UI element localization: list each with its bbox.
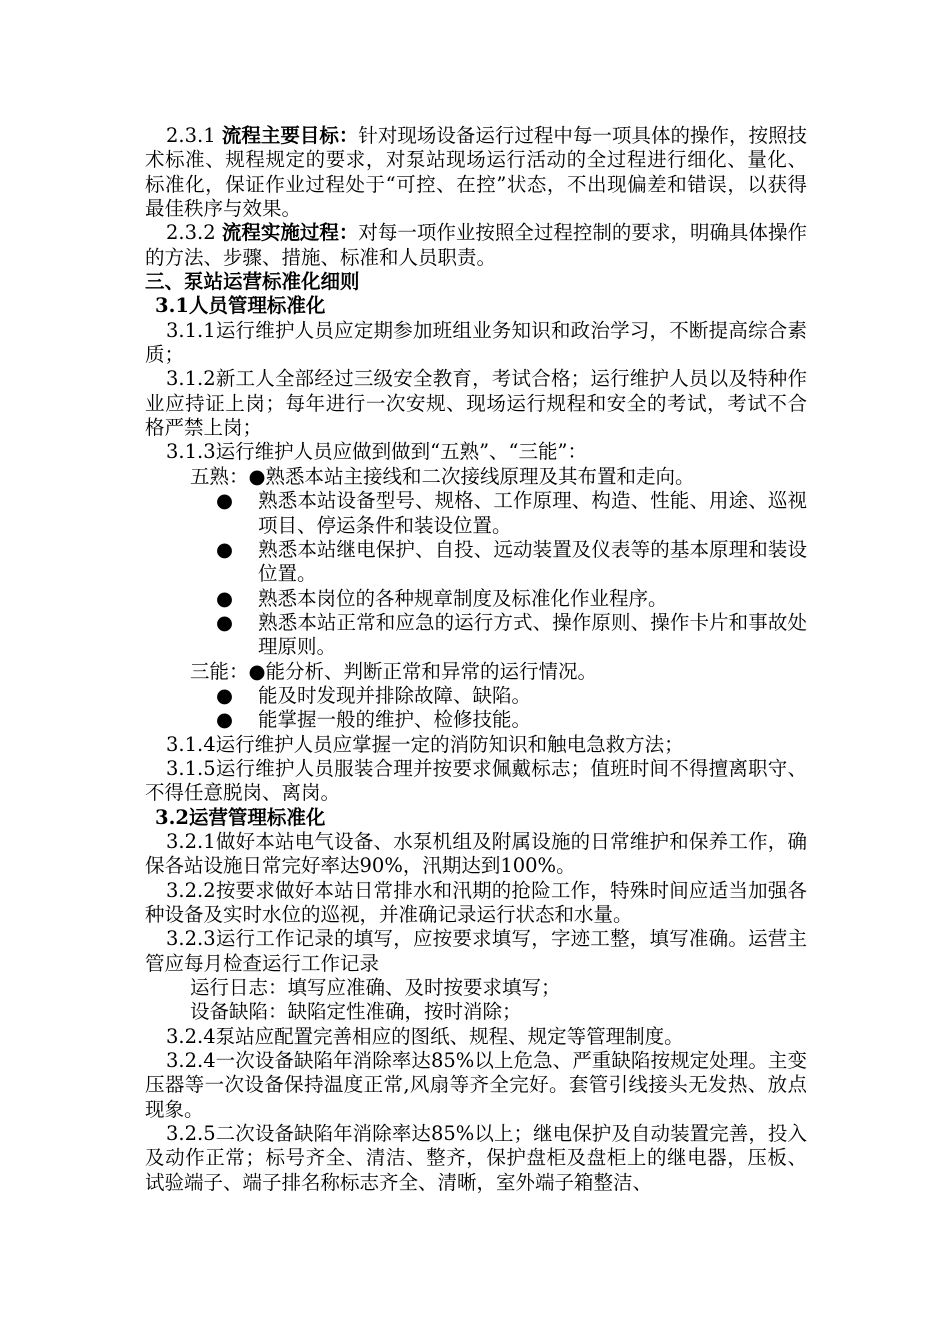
sanneng-item <box>145 708 807 732</box>
list-item-text: 能及时发现并排除故障、缺陷。 <box>258 683 532 707</box>
paragraph-3-1-5: 3.1.5运行维护人员服装合理并按要求佩戴标志；值班时间不得擅离职守、不得任意脱岗、离岗。 <box>145 756 807 805</box>
paragraph-2-3-1 <box>145 124 807 221</box>
list-item-text: 能分析、判断正常和异常的运行情况。 <box>265 659 598 683</box>
list-label: 五熟： <box>190 464 249 488</box>
document-body <box>145 124 807 1195</box>
paragraph-3-1-2: 3.1.2新工人全部经过三级安全教育，考试合格；运行维护人员以及特种作业应持证上岗；每年进行一次安规、现场运行规程和安全的考试，考试不合格严禁上岗； <box>145 367 807 440</box>
bullet-icon: ● <box>216 537 234 561</box>
paragraph-3-2-3: 3.2.3运行工作记录的填写，应按要求填写，字迹工整，填写准确。运营主管应每月检查运行工作记录 <box>145 927 807 975</box>
paragraph-3-1-3: 3.1.3运行维护人员应做到做到“五熟”、“三能”： <box>166 440 587 464</box>
list-item-text: 熟悉本站继电保护、自投、远动装置及仪表等的基本原理和装设位置。 <box>258 537 807 586</box>
paragraph-3-2-4-a: 3.2.4泵站应配置完善相应的图纸、规程、规定等管理制度。 <box>166 1024 684 1048</box>
paragraph-number: 2.3.1 <box>166 124 222 147</box>
paragraph-3-2-4-b: 3.2.4一次设备缺陷年消除率达85%以上危急、严重缺陷按规定处理。主变压器等一次设备保持温度正常,风扇等齐全完好。套管引线接头无发热、放点现象。 <box>145 1049 807 1121</box>
bullet-icon: ● <box>216 683 234 707</box>
paragraph-3-2-3-defect: 设备缺陷：缺陷定性准确，按时消除； <box>190 1000 522 1024</box>
paragraph-number: 2.3.2 <box>166 221 222 245</box>
paragraph-3-1-4: 3.1.4运行维护人员应掌握一定的消防知识和触电急救方法； <box>166 732 684 756</box>
bullet-icon: ● <box>216 610 234 634</box>
sanneng-item <box>145 684 807 708</box>
list-item-text: 能掌握一般的维护、检修技能。 <box>258 708 532 732</box>
paragraph-3-2-3-log: 运行日志：填写应准确、及时按要求填写； <box>190 976 561 1000</box>
wushu-item <box>145 465 807 489</box>
paragraph-3-2-1: 3.2.1做好本站电气设备、水泵机组及附属设施的日常维护和保养工作，确保各站设施日常完好率达90%，汛期达到100%。 <box>145 829 807 878</box>
section-heading: 三、泵站运营标准化细则 <box>145 270 360 294</box>
bullet-icon: ● <box>248 659 266 683</box>
paragraph-2-3-2 <box>145 221 807 270</box>
bullet-icon: ● <box>216 489 234 513</box>
paragraph-3-2-5: 3.2.5二次设备缺陷年消除率达85%以上；继电保护及自动装置完善，投入及动作正常；标号齐全、清洁、整齐，保护盘柜及盘柜上的继电器，压板、试验端子、端子排名称标志齐全、清晰，室外端子箱整洁、 <box>145 1122 807 1194</box>
paragraph-3-1-1: 3.1.1运行维护人员应定期参加班组业务知识和政治学习，不断提高综合素质； <box>145 318 807 367</box>
sanneng-item <box>145 660 807 684</box>
paragraph-label: 流程实施过程： <box>221 221 359 245</box>
wushu-item <box>145 489 807 538</box>
list-item-text: 熟悉本站主接线和二次接线原理及其布置和走向。 <box>265 464 695 488</box>
bullet-icon: ● <box>216 708 234 732</box>
list-item-text: 熟悉本站正常和应急的运行方式、操作原则、操作卡片和事故处理原则。 <box>258 610 807 659</box>
paragraph-text: 对每一项作业按照全过程控制的要求，明确具体操作的方法、步骤、措施、标准和人员职责。 <box>145 221 807 269</box>
wushu-item <box>145 611 807 660</box>
paragraph-3-2-2: 3.2.2按要求做好本站日常排水和汛期的抢险工作，特殊时间应适当加强各种设备及实时水位的巡视，并准确记录运行状态和水量。 <box>145 878 807 926</box>
paragraph-label: 流程主要目标： <box>221 124 359 147</box>
list-item-text: 熟悉本站设备型号、规格、工作原理、构造、性能、用途、巡视项目、停运条件和装设位置。 <box>258 489 807 537</box>
subsection-heading-3-2: 3.2运营管理标准化 <box>155 805 326 829</box>
list-item-text: 熟悉本岗位的各种规章制度及标准化作业程序。 <box>258 586 668 610</box>
bullet-icon: ● <box>248 464 266 488</box>
subsection-heading-3-1: 3.1人员管理标准化 <box>155 294 326 318</box>
bullet-icon: ● <box>216 586 234 610</box>
list-label: 三能： <box>190 659 249 683</box>
wushu-item <box>145 538 807 587</box>
wushu-item <box>145 587 807 611</box>
paragraph-text: 针对现场设备运行过程中每一项具体的操作，按照技术标准、规程规定的要求，对泵站现场运行活动的全过程进行细化、量化、标准化，保证作业过程处于“可控、在控”状态，不出现偏差和错误，以获得最佳秩序与效果。 <box>145 124 807 221</box>
